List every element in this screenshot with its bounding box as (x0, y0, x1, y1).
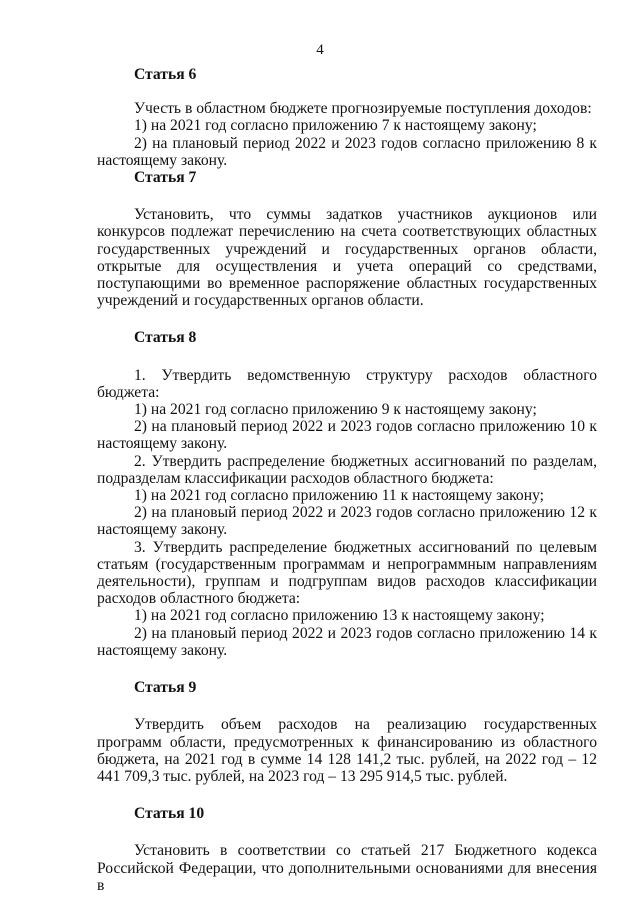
article-7-heading: Статья 7 (134, 169, 197, 187)
article-8-paragraph: 1) на 2021 год согласно приложению 11 к настоящему закону; (134, 487, 544, 505)
article-8-heading: Статья 8 (134, 329, 197, 347)
page-number: 4 (316, 42, 324, 58)
article-6-paragraph: 1) на 2021 год согласно приложению 7 к настоящему закону; (134, 117, 537, 135)
article-9-heading: Статья 9 (134, 679, 197, 697)
article-6-paragraph: Учесть в областном бюджете прогнозируемые поступления доходов: (134, 100, 592, 118)
article-8-paragraph: 3. Утвердить распределение бюджетных ассигнований по целевым статьям (государственным программам и непрограммным направлениям деятельности), группам и подгруппам видов расходов классификации расходов областного бюджета: (97, 538, 597, 608)
article-8-paragraph: 1) на 2021 год согласно приложению 9 к настоящему закону; (134, 401, 537, 419)
article-6-heading: Статья 6 (134, 66, 197, 83)
article-10-heading: Статья 10 (134, 805, 205, 823)
article-8-paragraph: 2) на плановый период 2022 и 2023 годов согласно приложению 14 к настоящему закону. (97, 624, 597, 659)
article-8-paragraph: 2) на плановый период 2022 и 2023 годов согласно приложению 12 к настоящему закону. (97, 504, 597, 539)
article-8-paragraph: 2. Утвердить распределение бюджетных ассигнований по разделам, подразделам классификации расходов областного бюджета: (97, 452, 597, 487)
article-7-paragraph: Установить, что суммы задатков участников аукционов или конкурсов подлежат перечислению на счета соответствующих областных государственных учреждений и государственных органов области, открытые для осуществления и учета операций со средствами, поступающими во временное распоряжение областных государственных учреждений и государственных органов области. (97, 206, 597, 310)
article-8-paragraph: 1) на 2021 год согласно приложению 13 к настоящему закону; (134, 607, 545, 625)
article-9-paragraph: Утвердить объем расходов на реализацию государственных программ области, предусмотренных к финансированию из областного бюджета, на 2021 год в сумме 14 128 141,2 тыс. рублей, на 2022 год – 12 441 709,3 тыс. рублей, на 2023 год – 13 295 914,5 тыс. рублей. (97, 716, 597, 785)
article-10-paragraph: Установить в соответствии со статьей 217 Бюджетного кодекса Российской Федерации, что дополнительными основаниями для внесения в (97, 842, 597, 894)
article-8-paragraph: 2) на плановый период 2022 и 2023 годов согласно приложению 10 к настоящему закону. (97, 418, 597, 453)
article-8-paragraph: 1. Утвердить ведомственную структуру расходов областного бюджета: (97, 366, 597, 401)
article-6-paragraph: 2) на плановый период 2022 и 2023 годов согласно приложению 8 к настоящему закону. (97, 134, 597, 169)
document-body (97, 66, 597, 894)
